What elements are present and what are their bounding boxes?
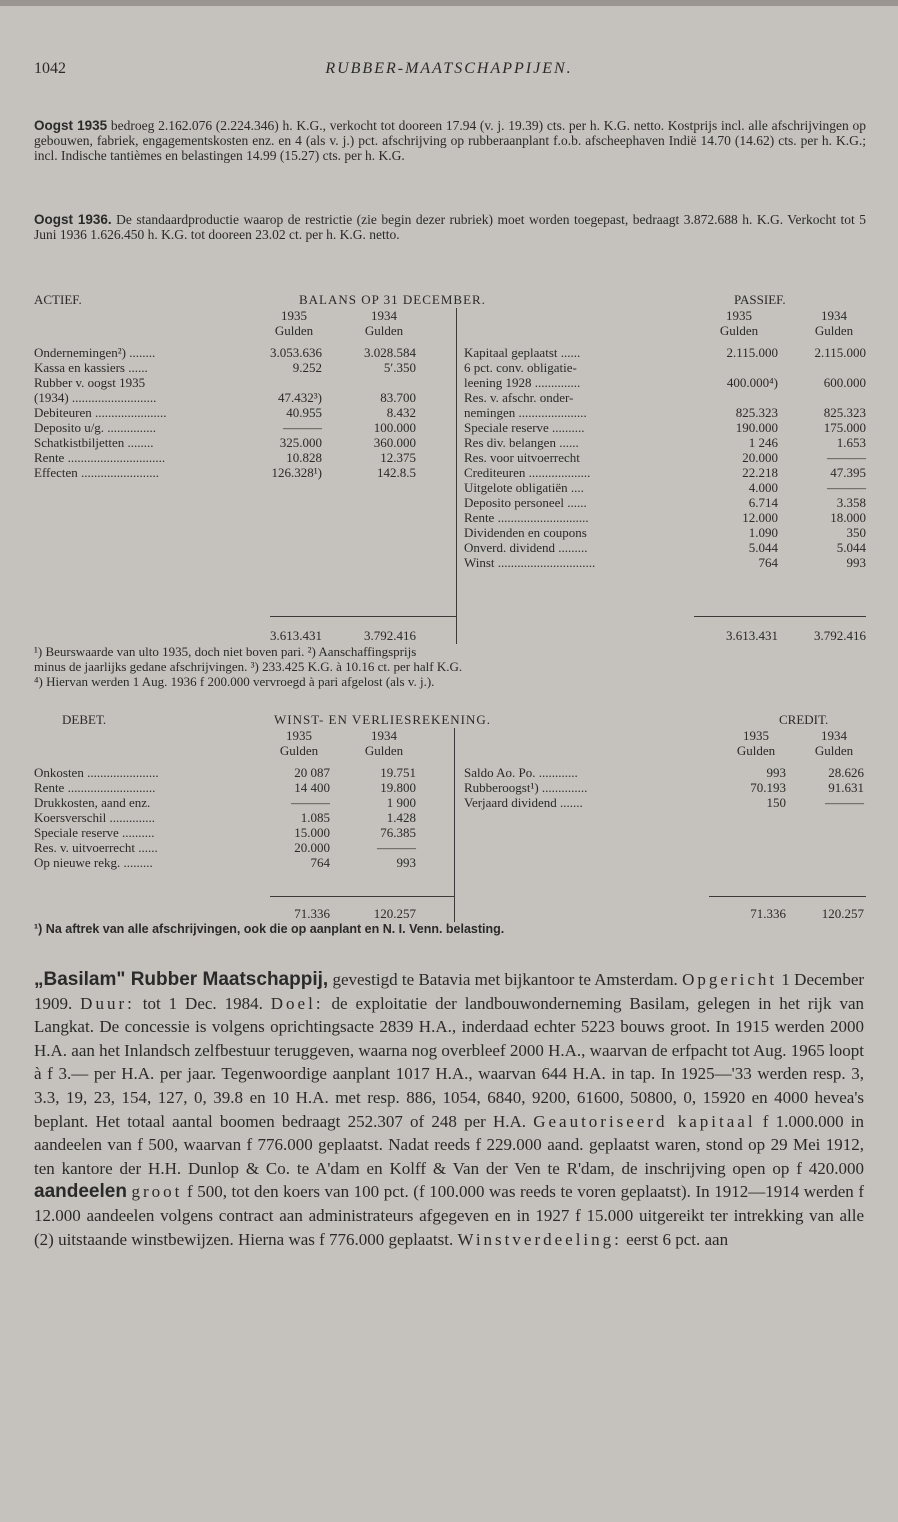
passief-row xyxy=(34,375,866,390)
passief-value-1: 400.000⁴) xyxy=(726,375,778,390)
credit-unit-1: Gulden xyxy=(736,743,776,758)
doel-label: Doel: xyxy=(270,993,324,1013)
debet-value-2: 19.800 xyxy=(380,780,416,795)
winst-table xyxy=(34,712,866,922)
passief-label: Winst .............................. xyxy=(464,555,596,570)
debet-value-2: ——— xyxy=(377,840,416,855)
balans-note-2: minus de jaarlijks gedane afschrijvingen. ³) 233.425 K.G. à 10.16 ct. per half K.G. xyxy=(34,659,463,674)
debet-value-2: 76.385 xyxy=(380,825,416,840)
passief-label: Onverd. dividend ......... xyxy=(464,540,588,555)
passief-value-1: 764 xyxy=(758,555,778,570)
passief-value-2: 47.395 xyxy=(830,465,866,480)
debet-value-1: 20.000 xyxy=(294,840,330,855)
passief-value-2: 600.000 xyxy=(823,375,866,390)
debet-total-rule xyxy=(270,896,454,897)
credit-value-1: 70.193 xyxy=(750,780,786,795)
passief-value-2: 3.358 xyxy=(836,495,866,510)
balans-unit-row xyxy=(34,323,866,338)
credit-value-2: 91.631 xyxy=(828,780,864,795)
balans-notes xyxy=(34,644,866,689)
passief-label: Res div. belangen ...... xyxy=(464,435,579,450)
winst-total-row xyxy=(34,906,866,921)
page-header xyxy=(34,60,864,84)
passief-value-1: 5.044 xyxy=(748,540,778,555)
passief-row xyxy=(34,435,866,450)
debet-label: Koersverschil .............. xyxy=(34,810,155,825)
actief-value-2: 360.000 xyxy=(373,435,416,450)
actief-unit-1: Gulden xyxy=(274,323,314,338)
passief-value-1: 825.323 xyxy=(735,405,778,420)
debet-label: Drukkosten, aand enz. xyxy=(34,795,151,810)
actief-value-1: 10.828 xyxy=(286,450,322,465)
actief-value-2: 12.375 xyxy=(380,450,416,465)
debet-total-1: 71.336 xyxy=(294,906,330,921)
passief-year-2: 1934 xyxy=(821,308,847,323)
actief-label: Kassa en kassiers ...... xyxy=(34,360,148,375)
passief-row xyxy=(34,510,866,525)
balans-year-row xyxy=(34,308,866,323)
duur-label: Duur: xyxy=(80,993,135,1013)
credit-year-1: 1935 xyxy=(743,728,769,743)
winst-note: ¹) Na aftrek van alle afschrijvingen, ook die op aanplant en N. I. Venn. belasting. xyxy=(34,922,505,936)
debet-total-2: 120.257 xyxy=(373,906,416,921)
passief-row xyxy=(34,450,866,465)
debet-label: Op nieuwe rekg. ......... xyxy=(34,855,153,870)
passief-value-1: 20.000 xyxy=(742,450,778,465)
basilam-paragraph xyxy=(34,968,864,1251)
credit-row xyxy=(34,765,866,780)
debet-value-1: 15.000 xyxy=(294,825,330,840)
actief-label: Rubber v. oogst 1935 xyxy=(34,375,146,390)
actief-value-1: ——— xyxy=(283,420,322,435)
credit-label: Rubberoogst¹) .............. xyxy=(464,780,588,795)
actief-value-2: 3.028.584 xyxy=(364,345,416,360)
passief-row xyxy=(34,480,866,495)
actief-value-1: 47.432³) xyxy=(278,390,322,405)
running-title: RUBBER-MAATSCHAPPIJEN. xyxy=(325,60,573,77)
passief-label: nemingen ..................... xyxy=(464,405,587,420)
passief-total-rule xyxy=(694,616,866,617)
credit-value-1: 993 xyxy=(766,765,786,780)
actief-label: (1934) .......................... xyxy=(34,390,157,405)
winst-divider xyxy=(454,728,455,922)
debet-year-1: 1935 xyxy=(286,728,312,743)
passief-unit-2: Gulden xyxy=(814,323,854,338)
passief-label: Res. voor uitvoerrecht xyxy=(464,450,580,465)
passief-value-1: 190.000 xyxy=(735,420,778,435)
debet-value-1: 1.085 xyxy=(300,810,330,825)
passief-label: leening 1928 .............. xyxy=(464,375,581,390)
balans-divider xyxy=(456,308,457,644)
passief-row xyxy=(34,360,866,375)
credit-total-1: 71.336 xyxy=(750,906,786,921)
passief-value-2: 825.323 xyxy=(823,405,866,420)
debet-label: Onkosten ...................... xyxy=(34,765,159,780)
basilam-intro: gevestigd te Batavia met bijkantoor te Amsterdam. xyxy=(332,970,678,989)
passief-value-2: 175.000 xyxy=(823,420,866,435)
oogst-1935-text: bedroeg 2.162.076 (2.224.346) h. K.G., verkocht tot dooreen 17.94 (v. j. 19.39) cts. per h. K.G. netto. Kostprijs incl. alle afschrijvingen op gebouwen, fabriek, engagementskosten enz. en 4 (als v. j.) pct. afschrijving op rubberaanplant f.o.b. afscheephaven Indië 14.70 (14.62) cts. per h. K.G.; incl. Indische tantièmes en belastingen 14.99 (15.27) cts. per h. K.G. xyxy=(34,118,867,163)
passief-value-2: 18.000 xyxy=(830,510,866,525)
winst-year-row xyxy=(34,728,866,743)
credit-row xyxy=(34,780,866,795)
aandeelen-label: aandeelen xyxy=(34,1181,127,1203)
credit-value-1: 150 xyxy=(766,795,786,810)
kapitaal-value: f 1.000.000 in aandeelen van f 500, waarvan f 776.000 geplaatst. Nadat reeds f 229.000 aand. geplaatst waren, stond op 29 Mei 1912, ten kantore der H.H. Dunlop & Co. te A'dam en Kolff & Van der Ven te R'dam, de inschrijving open op f 420.000 xyxy=(34,1111,864,1178)
credit-total-2: 120.257 xyxy=(821,906,864,921)
passief-row xyxy=(34,345,866,360)
actief-unit-2: Gulden xyxy=(364,323,404,338)
oogst-1936-label: Oogst 1936. xyxy=(34,212,112,227)
passief-row xyxy=(34,555,866,570)
passief-row xyxy=(34,390,866,405)
oogst-1936-paragraph xyxy=(34,212,866,242)
actief-label: Debiteuren ...................... xyxy=(34,405,167,420)
passief-value-2: 1.653 xyxy=(836,435,866,450)
passief-value-1: 2.115.000 xyxy=(726,345,778,360)
kapitaal-label: Geautoriseerd kapitaal xyxy=(533,1111,756,1131)
passief-total-1: 3.613.431 xyxy=(726,628,778,643)
actief-value-1: 9.252 xyxy=(292,360,322,375)
winstverdeeling-label: Winstverdeeling: xyxy=(457,1229,622,1249)
passief-value-1: 1.090 xyxy=(748,525,778,540)
balans-table xyxy=(34,292,866,642)
scan-edge xyxy=(0,0,898,6)
debet-value-2: 1.428 xyxy=(386,810,416,825)
passief-label: Speciale reserve .......... xyxy=(464,420,585,435)
oogst-1935-paragraph xyxy=(34,118,866,163)
balans-note-1: ¹) Beurswaarde van ulto 1935, doch niet boven pari. ²) Aanschaffingsprijs xyxy=(34,644,417,659)
basilam-section xyxy=(34,968,864,1251)
passief-value-1: 4.000 xyxy=(748,480,778,495)
rest-value: f 500, tot den koers van 100 pct. (f 100.000 was reeds te voren geplaatst). In 1912—1914 werden f 12.000 aandeelen volgens contract aan administrateurs afgegeven en in 1927 f 15.000 uitgereikt ter intrekking van alle (2) uitstaande winstbewijzen. Hierna was f 776.000 geplaatst. xyxy=(34,1182,865,1249)
debet-label: Res. v. uitvoerrecht ...... xyxy=(34,840,158,855)
balans-heading-row xyxy=(34,292,866,307)
winstverdeeling-value: eerst 6 pct. aan xyxy=(626,1229,729,1249)
passief-row xyxy=(34,540,866,555)
debet-row xyxy=(34,825,866,840)
credit-total-rule xyxy=(709,896,866,897)
passief-value-1: 12.000 xyxy=(742,510,778,525)
passief-value-1: 22.218 xyxy=(742,465,778,480)
winst-title: WINST- EN VERLIESREKENING. xyxy=(274,712,492,727)
credit-unit-2: Gulden xyxy=(814,743,854,758)
actief-value-1: 40.955 xyxy=(286,405,322,420)
winst-heading-row xyxy=(34,712,866,727)
passief-row xyxy=(34,525,866,540)
duur-value: tot 1 Dec. 1984. xyxy=(142,993,263,1013)
groot-label: groot xyxy=(131,1182,183,1202)
debet-label: Rente ........................... xyxy=(34,780,156,795)
actief-value-2: 100.000 xyxy=(373,420,416,435)
winst-unit-row xyxy=(34,743,866,758)
actief-value-1: 126.328¹) xyxy=(271,465,322,480)
actief-year-1: 1935 xyxy=(281,308,307,323)
passief-value-2: 993 xyxy=(846,555,866,570)
actief-total-1: 3.613.431 xyxy=(270,628,322,643)
debet-value-1: 764 xyxy=(310,855,330,870)
debet-value-2: 19.751 xyxy=(380,765,416,780)
actief-value-2: 142.8.5 xyxy=(377,465,416,480)
debet-value-2: 1 900 xyxy=(386,795,416,810)
passief-row xyxy=(34,405,866,420)
credit-year-2: 1934 xyxy=(821,728,847,743)
passief-label: Uitgelote obligatiën .... xyxy=(464,480,584,495)
actief-label: Schatkistbiljetten ........ xyxy=(34,435,154,450)
credit-label: Verjaard dividend ....... xyxy=(464,795,583,810)
debet-value-1: 14 400 xyxy=(294,780,330,795)
credit-value-2: 28.626 xyxy=(828,765,864,780)
passief-label: Crediteuren ................... xyxy=(464,465,591,480)
passief-value-2: 350 xyxy=(846,525,866,540)
actief-value-2: 83.700 xyxy=(380,390,416,405)
passief-label: Deposito personeel ...... xyxy=(464,495,587,510)
actief-year-2: 1934 xyxy=(371,308,397,323)
actief-label: Rente .............................. xyxy=(34,450,166,465)
credit-heading: CREDIT. xyxy=(779,712,829,727)
passief-value-1: 6.714 xyxy=(748,495,778,510)
passief-total-2: 3.792.416 xyxy=(814,628,866,643)
debet-heading: DEBET. xyxy=(62,712,107,727)
passief-row xyxy=(34,495,866,510)
debet-year-2: 1934 xyxy=(371,728,397,743)
debet-row xyxy=(34,810,866,825)
actief-total-2: 3.792.416 xyxy=(364,628,416,643)
actief-total-rule xyxy=(270,616,456,617)
credit-row xyxy=(34,795,866,810)
passief-unit-1: Gulden xyxy=(719,323,759,338)
actief-heading: ACTIEF. xyxy=(34,292,82,307)
debet-value-2: 993 xyxy=(396,855,416,870)
opgericht-label: Opgericht xyxy=(682,970,778,989)
passief-value-1: 1 246 xyxy=(748,435,778,450)
balans-total-row xyxy=(34,628,866,643)
passief-row xyxy=(34,465,866,480)
passief-year-1: 1935 xyxy=(726,308,752,323)
actief-label: Ondernemingen²) ........ xyxy=(34,345,156,360)
credit-label: Saldo Ao. Po. ............ xyxy=(464,765,578,780)
debet-unit-2: Gulden xyxy=(364,743,404,758)
debet-row xyxy=(34,840,866,855)
doel-value: de exploitatie der landbouwonderneming Basilam, gelegen in het rijk van Langkat. De concessie is volgens oprichtingsacte 2839 H.A., inderdaad echter 5223 bouws groot. In 1915 werden 2000 H.A. aan het Inlandsch zelfbestuur teruggeven, waarna nog overbleef 2000 H.A., waarvan de erfpacht tot Aug. 1965 loopt à f 3.— per H.A. per jaar. Tegenwoordige aanplant 1017 H.A., waarvan 644 H.A. in tap. In 1925—'33 werden resp. 3, 3.3, 19, 23, 154, 127, 0, 39.8 en 10 H.A. met resp. 886, 1054, 6840, 9200, 61600, 50800, 0, 15920 en 4000 hevea's beplant. Het totaal aantal boomen bedraagt 252.307 of 248 per H.A. xyxy=(34,993,864,1131)
debet-label: Speciale reserve .......... xyxy=(34,825,155,840)
debet-value-1: ——— xyxy=(291,795,330,810)
passief-value-2: 2.115.000 xyxy=(814,345,866,360)
debet-unit-1: Gulden xyxy=(279,743,319,758)
passief-heading: PASSIEF. xyxy=(734,292,786,307)
balans-title: BALANS OP 31 DECEMBER. xyxy=(299,292,486,307)
oogst-1935-label: Oogst 1935 xyxy=(34,118,108,133)
passief-label: Dividenden en coupons xyxy=(464,525,587,540)
passief-value-2: ——— xyxy=(827,480,866,495)
passief-label: Res. v. afschr. onder- xyxy=(464,390,574,405)
passief-label: Rente ............................ xyxy=(464,510,589,525)
company-name: „Basilam" Rubber Maatschappij, xyxy=(34,969,329,990)
actief-label: Deposito u/g. ............... xyxy=(34,420,157,435)
actief-value-2: 8.432 xyxy=(386,405,416,420)
debet-value-1: 20 087 xyxy=(294,765,330,780)
passief-label: Kapitaal geplaatst ...... xyxy=(464,345,581,360)
actief-label: Effecten ........................ xyxy=(34,465,160,480)
passief-row xyxy=(34,420,866,435)
passief-value-2: 5.044 xyxy=(836,540,866,555)
oogst-1936-text: De standaardproductie waarop de restrictie (zie begin dezer rubriek) moet worden toegepast, bedraagt 3.872.688 h. K.G. Verkocht tot 5 Juni 1936 1.626.450 h. K.G. tot dooreen 23.02 ct. per h. K.G. netto. xyxy=(34,212,866,242)
passief-label: 6 pct. conv. obligatie- xyxy=(464,360,577,375)
balans-note-3: ⁴) Hiervan werden 1 Aug. 1936 f 200.000 vervroegd à pari afgelost (als v. j.). xyxy=(34,674,435,689)
passief-value-2: ——— xyxy=(827,450,866,465)
actief-value-2: 5′.350 xyxy=(383,360,416,375)
credit-value-2: ——— xyxy=(825,795,864,810)
actief-value-1: 3.053.636 xyxy=(270,345,322,360)
page-number: 1042 xyxy=(34,60,66,77)
opgericht-value: 1 December 1909. xyxy=(34,970,865,1013)
debet-row xyxy=(34,855,866,870)
actief-value-1: 325.000 xyxy=(279,435,322,450)
